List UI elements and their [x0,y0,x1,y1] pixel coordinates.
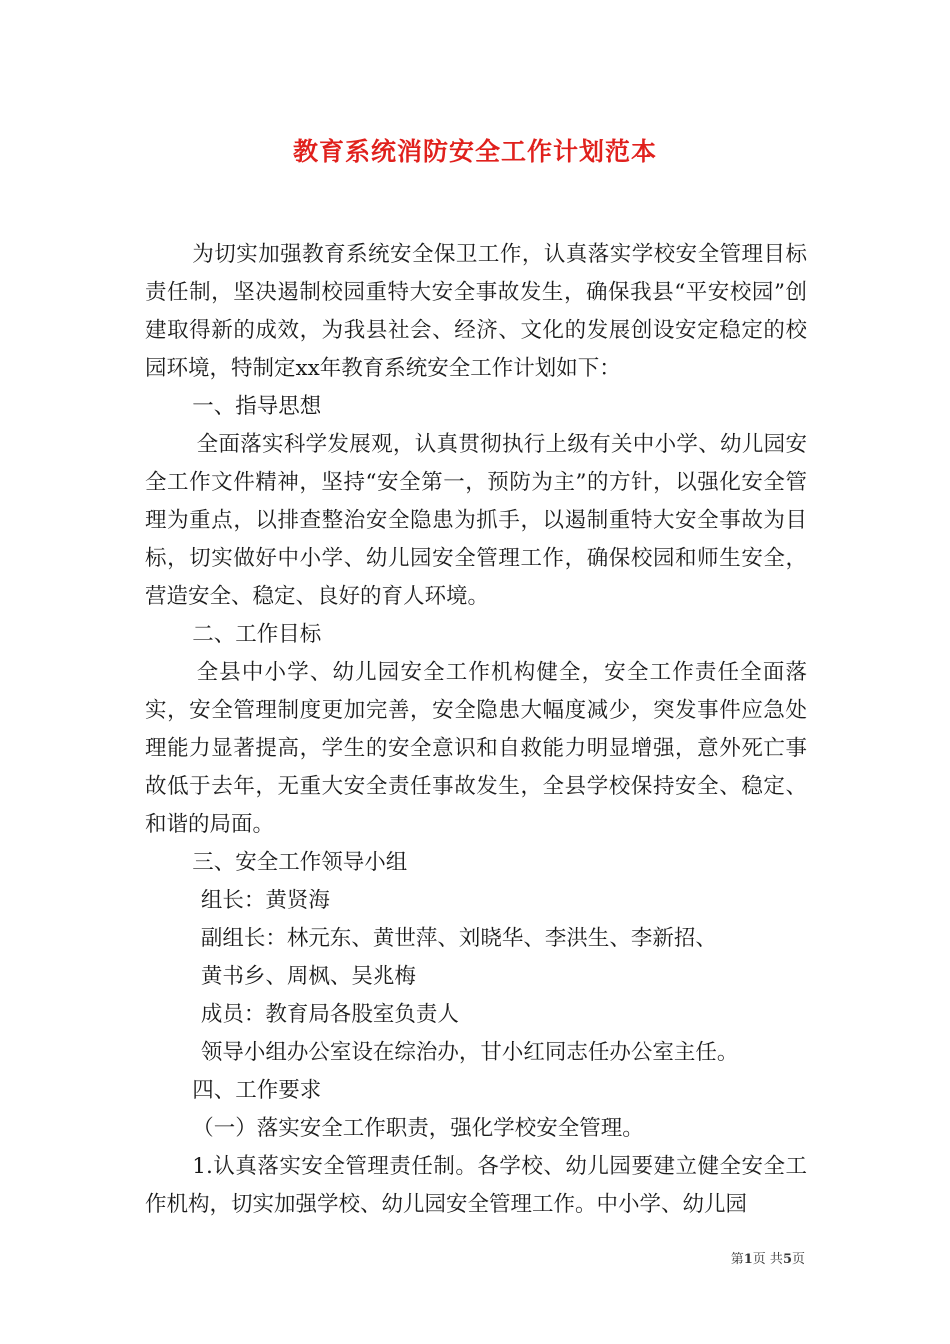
footer-prefix: 第 [730,1252,744,1267]
current-page-number: 1 [743,1252,753,1267]
group-leader-line: 组长：黄贤海 [200,888,330,913]
work-goals-paragraph: 全县中小学、幼儿园安全工作机构健全，安全工作责任全面落实，安全管理制度更加完善，安全隐患大幅度减少，突发事件应急处理能力显著提高，学生的安全意识和自救能力明显增强，意外死亡事故低于去年，无重大安全责任事故发生，全县学校保持安全、稳定、和谐的局面。 [145,660,807,837]
subsection-heading-1: （一）落实安全工作职责，强化学校安全管理。 [192,1116,644,1141]
members-line: 成员：教育局各股室负责人 [200,1002,459,1027]
document-body [145,236,807,1224]
deputy-leaders-line-2: 黄书乡、周枫、吴兆梅 [200,964,416,989]
deputy-leaders-line-1: 副组长：林元东、黄世萍、刘晓华、李洪生、李新招、 [200,926,717,951]
section-heading-work-requirements: 四、工作要求 [192,1078,322,1103]
section-heading-guiding-ideology: 一、指导思想 [192,394,322,419]
footer-suffix: 页 [791,1252,805,1267]
page-number-footer [731,1248,805,1267]
intro-paragraph: 为切实加强教育系统安全保卫工作，认真落实学校安全管理目标责任制，坚决遏制校园重特大安全事故发生，确保我县“平安校园”创建取得新的成效，为我县社会、经济、文化的发展创设安定稳定的校园环境，特制定xx年教育系统安全工作计划如下： [145,242,807,381]
total-page-number: 5 [782,1252,792,1267]
footer-middle: 页 共 [752,1252,783,1267]
section-heading-work-goals: 二、工作目标 [192,622,322,647]
office-line: 领导小组办公室设在综治办，甘小红同志任办公室主任。 [200,1040,739,1065]
document-title: 教育系统消防安全工作计划范本 [292,137,657,166]
section-heading-leadership-group: 三、安全工作领导小组 [192,850,408,875]
guiding-ideology-paragraph: 全面落实科学发展观，认真贯彻执行上级有关中小学、幼儿园安全工作文件精神，坚持“安全第一，预防为主”的方针，以强化安全管理为重点，以排查整治安全隐患为抓手，以遏制重特大安全事故为目标，切实做好中小学、幼儿园安全管理工作，确保校园和师生安全，营造安全、稳定、良好的育人环境。 [145,432,807,609]
requirement-paragraph-1: 1.认真落实安全管理责任制。各学校、幼儿园要建立健全安全工作机构，切实加强学校、幼儿园安全管理工作。中小学、幼儿园 [145,1154,807,1217]
